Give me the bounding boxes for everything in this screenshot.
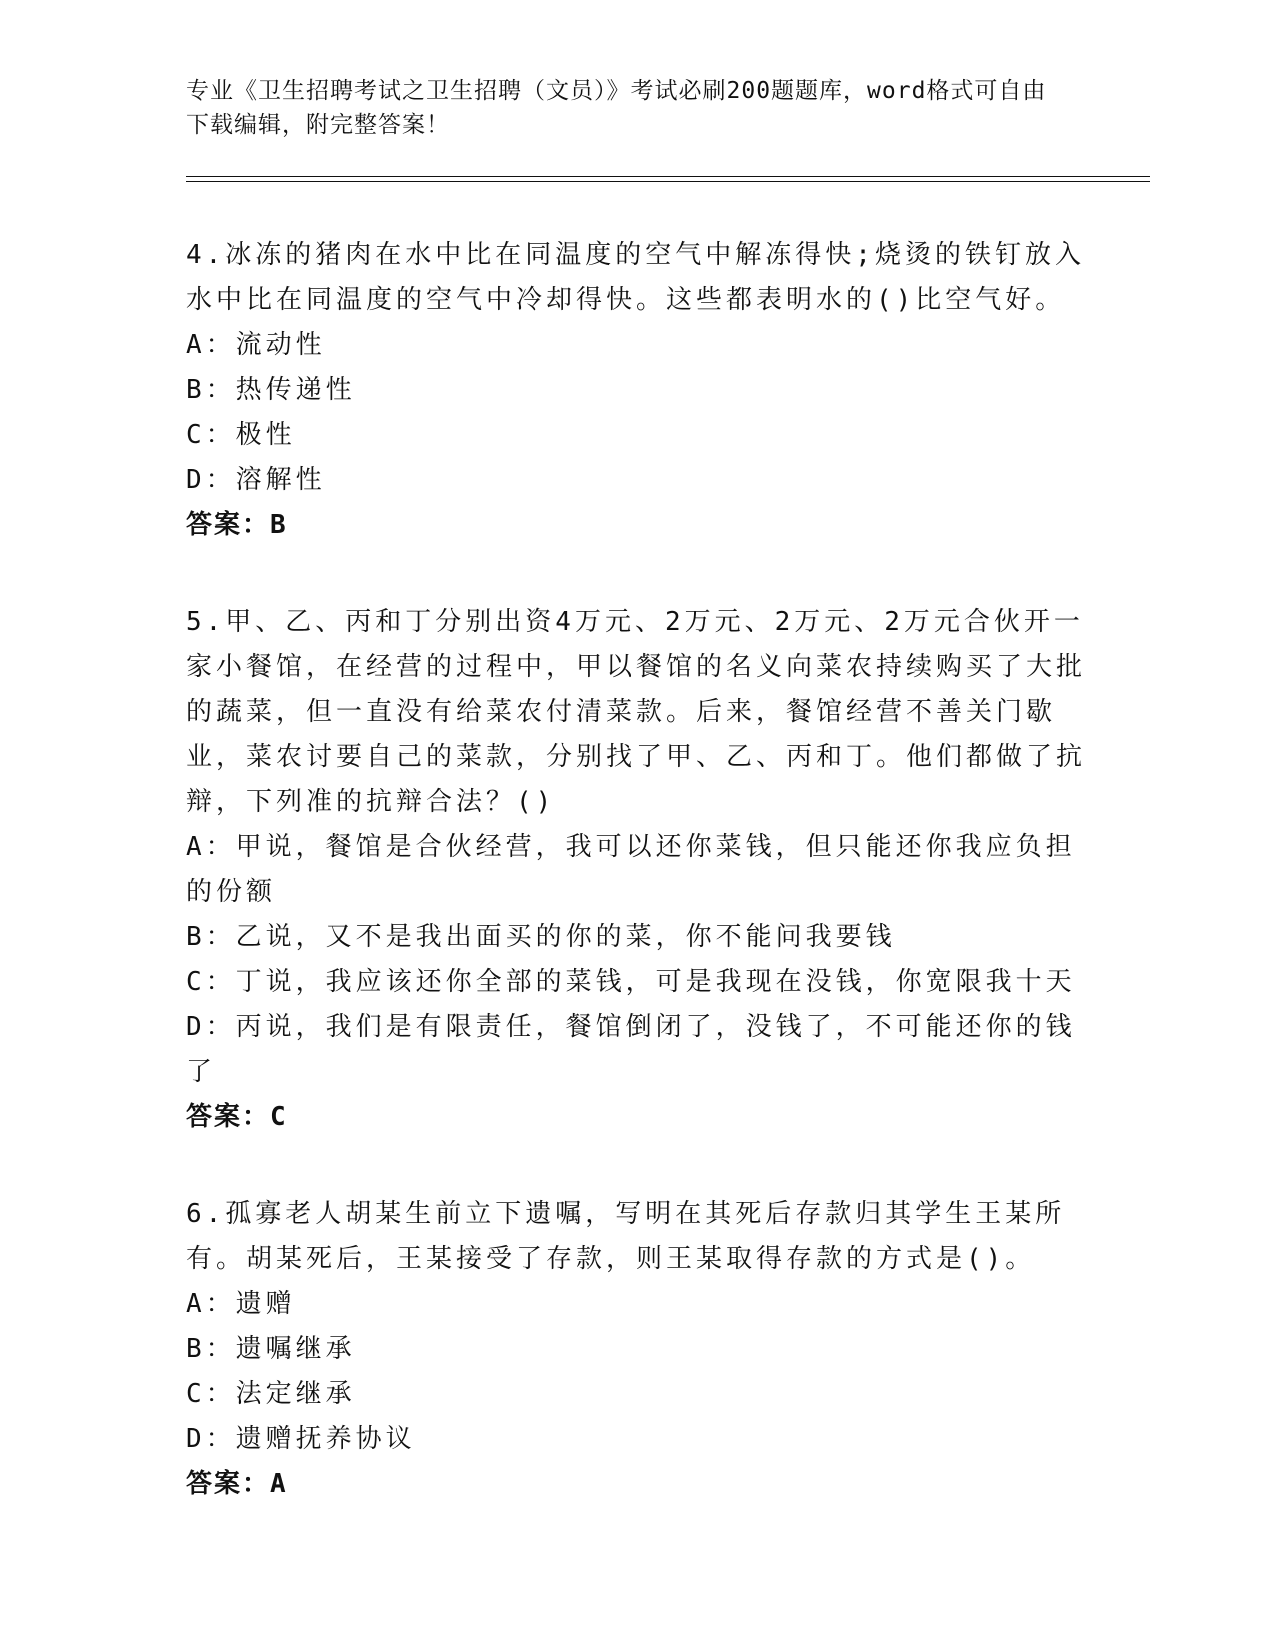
option-d: D：丙说，我们是有限责任，餐馆倒闭了，没钱了，不可能还你的钱了 [186,1012,1076,1087]
question-stem: 6.孤寡老人胡某生前立下遗嘱，写明在其死后存款归其学生王某所有。胡某死后，王某接受了存款，则王某取得存款的方式是()。 [186,1199,1066,1274]
option-a: A：流动性 [186,330,326,360]
option-d: D：溶解性 [186,465,326,495]
option-c: C：法定继承 [186,1379,356,1409]
option-c: C：丁说，我应该还你全部的菜钱，可是我现在没钱，你宽限我十天 [186,967,1076,997]
question-stem: 4.冰冻的猪肉在水中比在同温度的空气中解冻得快;烧烫的铁钉放入水中比在同温度的空气中冷却得快。这些都表明水的()比空气好。 [186,240,1085,315]
option-b: B：乙说，又不是我出面买的你的菜，你不能问我要钱 [186,922,896,952]
option-d: D：遗赠抚养协议 [186,1424,416,1454]
question-stem: 5.甲、乙、丙和丁分别出资4万元、2万元、2万元、2万元合伙开一家小餐馆，在经营的过程中，甲以餐馆的名义向菜农持续购买了大批的蔬菜，但一直没有给菜农付清菜款。后来，餐馆经营不善关门歇业，菜农讨要自己的菜款，分别找了甲、乙、丙和丁。他们都做了抗辩，下列准的抗辩合法？() [186,607,1087,817]
document-header: 专业《卫生招聘考试之卫生招聘（文员）》考试必刷200题题库，word格式可自由下载编辑，附完整答案！ [186,78,1047,138]
option-b: B：热传递性 [186,375,356,405]
question-5 [186,600,1086,1140]
option-b: B：遗嘱继承 [186,1334,356,1364]
answer: 答案：A [186,1469,288,1499]
option-a: A：甲说，餐馆是合伙经营，我可以还你菜钱，但只能还你我应负担的份额 [186,832,1076,907]
question-4 [186,233,1086,548]
answer: 答案：B [186,510,288,540]
answer: 答案：C [186,1102,288,1132]
question-list [186,233,1086,1559]
question-6 [186,1192,1086,1507]
header-divider [186,176,1150,182]
option-c: C：极性 [186,420,296,450]
option-a: A：遗赠 [186,1289,296,1319]
